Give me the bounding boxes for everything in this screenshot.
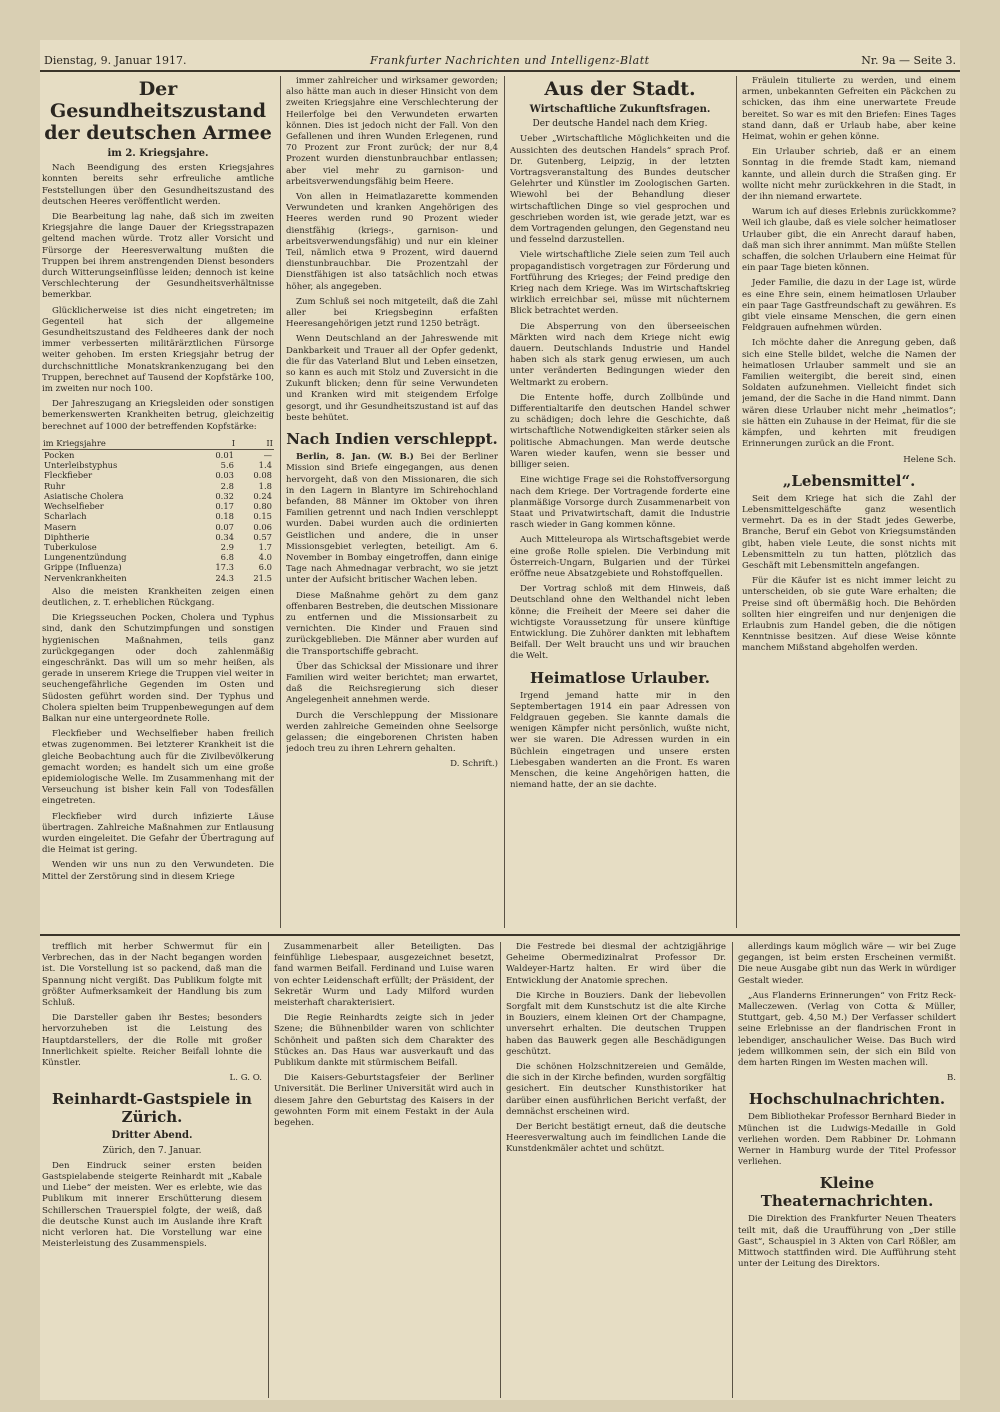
column-7 xyxy=(506,942,726,1398)
column-rule xyxy=(500,942,501,1398)
paragraph: Ueber „Wirtschaftliche Möglichkeiten und die Aussichten des deutschen Handels“ sprach Prof. Dr. Gutenberg, Leipzig, in der letzten Vortragsveranstaltung des Bundes deutscher Gelehrter und Künstler im Zoologischen Garten. Wiewohl bei der Behandlung dieser wirtschaftlichen Dinge so viel gesprochen und geschrieben worden ist, wie gerade jetzt, war es dem Vortragenden gelungen, den Gegenstand neu und fesselnd darzustellen. xyxy=(510,134,730,246)
rate-cell: 1.7 xyxy=(258,541,272,552)
column-2 xyxy=(286,76,498,928)
column-3 xyxy=(510,76,730,928)
rate-cell: 6.8 xyxy=(220,552,234,563)
table-row xyxy=(42,460,274,470)
rate-cell: 2.9 xyxy=(220,541,234,552)
disease-name-cell: Wechselfieber xyxy=(44,501,104,512)
table-row xyxy=(42,481,274,491)
column-6 xyxy=(274,942,494,1398)
page-number: Nr. 9a — Seite 3. xyxy=(861,54,956,67)
disease-name-cell: Ruhr xyxy=(44,480,66,491)
table-row xyxy=(42,501,274,511)
column-1 xyxy=(42,76,274,928)
rate-cell: 0.17 xyxy=(215,501,234,512)
newspaper-page xyxy=(40,40,960,1400)
rate-cell: 0.01 xyxy=(215,450,234,461)
rate-cell: 5.6 xyxy=(220,460,234,471)
paragraph: Zum Schluß sei noch mitgeteilt, daß die Zahl aller bei Kriegsbeginn erfaßten Heeresangehörigen jetzt rund 1250 beträgt. xyxy=(286,296,498,330)
rate-cell: 0.06 xyxy=(253,521,272,532)
paragraph-text: Bei der Berliner Mission sind Briefe eingegangen, aus denen hervorgeht, daß von den Missionaren, die sich in den Lagern in Blantyre im Schirehochland befanden, 88 Männer im Oktober von ihren Familien getrennt und nach Indien verschleppt wurden. Dabei wurden auch die ordinierten Geistlichen und andere, die in unser Missionsgebiet verlegten, beteiligt. Am 6. November in Bombay eingetroffen, dann einige Tage nach Ahmednagar verbracht, wo sie jetzt unter der Aufsicht britischer Wachen leben. xyxy=(286,452,498,586)
paragraph: Die Bearbeitung lag nahe, daß sich im zweiten Kriegsjahre die lange Dauer der Kriegsstrapazen geltend machen würde. Trotz aller Vorsicht und Fürsorge der Heeresverwaltung mußten die Truppen bei ihrem anstrengenden Dienst besonders durch Witterungseinflüsse leiden; dennoch ist keine Verschlechterung der Gesundheitsverhältnisse bemerkbar. xyxy=(42,212,274,301)
table-row xyxy=(42,532,274,542)
signature: Helene Sch. xyxy=(903,454,956,465)
article-title: Nach Indien verschleppt. xyxy=(286,430,498,449)
column-rule xyxy=(268,942,269,1398)
paragraph: Die Entente hoffe, durch Zollbünde und Differentialtarife den deutschen Handel schwer zu schädigen; doch lehre die Geschichte, daß wirtschaftliche Notwendigkeiten stärker seien als politische Abmachungen. Man werde deutsche Waren wieder kaufen, wenn sie besser und billiger seien. xyxy=(510,392,730,471)
disease-name-cell: Lungenentzündung xyxy=(44,552,127,563)
page-header xyxy=(40,40,960,72)
rate-cell: 0.34 xyxy=(215,531,234,542)
disease-table xyxy=(42,437,274,583)
rate-cell: 17.3 xyxy=(215,562,234,573)
article-title: Kleine Theaternachrichten. xyxy=(760,1174,934,1211)
column-rule xyxy=(736,76,737,928)
rate-cell: 0.07 xyxy=(215,521,234,532)
paragraph: Wenden wir uns nun zu den Verwundeten. Die Mittel der Zerstörung sind in diesem Kriege xyxy=(42,860,274,882)
table-row xyxy=(42,470,274,480)
paragraph: trefflich mit herber Schwermut für ein Verbrechen, das in der Nacht begangen worden ist. Die Vorstellung ist so packend, daß man die Spannung nicht vergißt. Das Publikum folgte mit größter Aufmerksamkeit der Handlung bis zum Schluß. xyxy=(42,942,262,1009)
rate-cell: 4.0 xyxy=(258,552,272,563)
paragraph: Fräulein titulierte zu werden, und einem armen, unbekannten Gefreiten ein Päckchen zu schicken, das ihm eine unerwartete Freude bereitet. So war es mit den Briefen: Eines Tages stand dann, daß er Urlaub habe, aber keine Heimat, wohin er gehen könne. xyxy=(742,76,956,143)
column-rule xyxy=(280,76,281,928)
paragraph: Auch Mitteleuropa als Wirtschaftsgebiet werde eine große Rolle spielen. Die Verbindung mit Österreich-Ungarn, Bulgarien und der Türkei eröffne neue Absatzgebiete und Rohstoffquellen. xyxy=(510,535,730,579)
column-4 xyxy=(742,76,956,928)
disease-name-cell: Unterleibstyphus xyxy=(44,460,118,471)
paragraph: Ein Urlauber schrieb, daß er an einem Sonntag in die fremde Stadt kam, niemand kannte, und allein durch die Straßen ging. Er wollte nicht mehr zurückkehren in die Stadt, in der ihn niemand erwartete. xyxy=(742,147,956,203)
article-subtitle: im 2. Kriegsjahre. xyxy=(107,148,209,159)
paragraph: Viele wirtschaftliche Ziele seien zum Teil auch propagandistisch vorgetragen zur Förderung und Fortführung des Krieges; der Feind predige den Krieg nach dem Kriege. Was im Wirtschaftskrieg wirklich erreichbar sei, müsse mit nüchternem Blick betrachtet werden. xyxy=(510,250,730,317)
paragraph: Über das Schicksal der Missionare und ihrer Familien wird weiter berichtet; man erwartet, daß die Reichsregierung sich dieser Angelegenheit annehmen werde. xyxy=(286,661,498,706)
rate-cell: 24.3 xyxy=(215,572,234,583)
rate-cell: 2.8 xyxy=(220,480,234,491)
section-title: Aus der Stadt. xyxy=(544,78,696,100)
paragraph: Wenn Deutschland an der Jahreswende mit Dankbarkeit und Trauer all der Opfer gedenkt, die für das Vaterland Blut und Leben einsetzen, so kann es auch mit Stolz und Zuversicht in die Zukunft blicken; denn für seine Verwundeten und Kranken wird mit steigendem Erfolge gesorgt, und ihr Gesundheitszustand ist auf das beste behütet. xyxy=(286,334,498,423)
signature: B. xyxy=(946,1073,956,1084)
table-header-cell: II xyxy=(236,437,274,450)
paragraph: Eine wichtige Frage sei die Rohstoffversorgung nach dem Kriege. Der Vortragende forderte eine planmäßige Vorsorge durch Zusammenarbeit von Staat und Privatwirtschaft, damit die Industrie rasch wieder in Gang kommen könne. xyxy=(510,475,730,531)
rate-cell: 0.15 xyxy=(253,511,272,522)
paragraph: Ich möchte daher die Anregung geben, daß sich eine Stelle bildet, welche die Namen der heimatlosen Urlauber sammelt und sie an Familien weitergibt, die bereit sind, einen Soldaten aufzunehmen. Vielleicht findet sich jemand, der die Sache in die Hand nimmt. Dann wären diese Urlauber nicht mehr „heimatlos“; sie hätten ein Zuhause in der Heimat, für die sie kämpfen, und kehrten mit freudigen Erinnerungen zurück an die Front. xyxy=(742,338,956,450)
paragraph: Dem Bibliothekar Professor Bernhard Bieder in München ist die Ludwigs-Medaille in Gold verliehen worden. Dem Rabbiner Dr. Lohmann Werner in Hamburg wurde der Titel Professor verliehen. xyxy=(738,1112,956,1168)
issue-date: Dienstag, 9. Januar 1917. xyxy=(44,54,187,67)
paragraph: Also die meisten Krankheiten zeigen einen deutlichen, z. T. erheblichen Rückgang. xyxy=(42,586,274,608)
paragraph: Seit dem Kriege hat sich die Zahl der Lebensmittelgeschäfte ganz wesentlich vermehrt. Da es in der Stadt jedes Gewerbe, Branche, Beruf ein Gebot von Kriegsumständen gibt, haben viele Leute, die sonst nichts mit Lebensmitteln zu tun hatten, plötzlich das Geschäft mit Lebensmitteln angefangen. xyxy=(742,493,956,571)
article-title: „Lebensmittel“. xyxy=(782,471,916,490)
masthead: Frankfurter Nachrichten und Intelligenz-Blatt xyxy=(370,54,650,67)
column-rule xyxy=(732,942,733,1398)
disease-name-cell: Tuberkulose xyxy=(44,541,97,552)
article-subtitle: Der deutsche Handel nach dem Krieg. xyxy=(532,119,708,130)
paragraph: Nach Beendigung des ersten Kriegsjahres konnten bereits sehr erfreuliche amtliche Feststellungen über den Gesundheitszustand des deutschen Heeres veröffentlicht werden. xyxy=(42,163,274,207)
article-title: Hochschulnachrichten. xyxy=(748,1090,946,1109)
paragraph: Die Kaisers-Geburtstagsfeier der Berliner Universität. Die Berliner Universität wird auch in diesem Jahre den Geburtstag des Kaisers in der gewohnten Form mit einem Festakt in der Aula begehen. xyxy=(274,1073,494,1129)
column-5 xyxy=(42,942,262,1398)
disease-name-cell: Nervenkrankheiten xyxy=(44,572,127,583)
column-8 xyxy=(738,942,956,1398)
table-row xyxy=(42,491,274,501)
rate-cell: 0.57 xyxy=(253,531,272,542)
table-row xyxy=(42,450,274,461)
paragraph: Die Kriegsseuchen Pocken, Cholera und Typhus sind, dank den Schutzimpfungen und sonstigen hygienischen Maßnahmen, teils ganz zurückgegangen oder doch zahlenmäßig eingeschränkt. Das will um so mehr heißen, als gerade in unserem Kriege die Truppen viel weiter in seuchengefährliche Gegenden im Osten und Südosten geführt worden sind. Der Typhus und Cholera spielten beim Truppenbewegungen auf dem Balkan nur eine untergeordnete Rolle. xyxy=(42,613,274,724)
paragraph: Die Festrede bei diesmal der achtzigjährige Geheime Obermedizinalrat Professor Dr. Waldeyer-Hartz halten. Er wird über die Entwicklung der Anatomie sprechen. xyxy=(506,942,726,986)
signature: D. Schrift.) xyxy=(450,759,498,770)
paragraph: Glücklicherweise ist dies nicht eingetreten; im Gegenteil hat sich der allgemeine Gesundheitszustand des Feldheeres dank der noch immer verbesserten militärärztlichen Fürsorge weiter gehoben. Im ersten Kriegsjahr betrug der durchschnittliche Monatskrankenzugang bei den Truppen, berechnet auf Tausend der Kopfstärke 100, im zweiten nur noch 100. xyxy=(42,305,274,395)
section-divider xyxy=(40,934,960,936)
paragraph: Die Kirche in Bouziers. Dank der liebevollen Sorgfalt mit dem Kunstschutz ist die alte Kirche in Bouziers, einem kleinen Ort der Champagne, unversehrt erhalten. Die deutschen Truppen haben das Bauwerk gegen alle Beschädigungen geschützt. xyxy=(506,990,726,1057)
rate-cell: 0.32 xyxy=(215,490,234,501)
disease-name-cell: Scharlach xyxy=(44,511,87,522)
disease-name-cell: Asiatische Cholera xyxy=(44,490,124,501)
dateline: Berlin, 8. Jan. (W. B.) xyxy=(296,452,414,463)
table-row xyxy=(42,573,274,583)
table-row xyxy=(42,511,274,521)
disease-name-cell: Grippe (Influenza) xyxy=(44,562,122,573)
column-rule xyxy=(504,76,505,928)
article-title: Heimatlose Urlauber. xyxy=(530,668,710,687)
paragraph: Der Vortrag schloß mit dem Hinweis, daß Deutschland ohne den Welthandel nicht leben könne; die Freiheit der Meere sei daher die wichtigste Voraussetzung für unsere künftige Entwicklung. Die Zuhörer dankten mit lebhaftem Beifall. Der Welt braucht uns und wir brauchen die Welt. xyxy=(510,584,730,662)
rate-cell: 0.24 xyxy=(253,490,272,501)
table-row xyxy=(42,562,274,572)
disease-name-cell: Diphtherie xyxy=(44,531,90,542)
rate-cell: 6.0 xyxy=(258,562,272,573)
rate-cell: 0.18 xyxy=(215,511,234,522)
signature: L. G. O. xyxy=(229,1073,262,1084)
disease-name-cell: Masern xyxy=(44,521,77,532)
paragraph: allerdings kaum möglich wäre — wir bei Zuge gegangen, ist beim ersten Erscheinen vermißt. Die neue Ausgabe gibt nun das Werk in würdiger Gestalt wieder. xyxy=(738,942,956,986)
paragraph: immer zahlreicher und wirksamer geworden; also hätte man auch in dieser Hinsicht von dem zweiten Kriegsjahre eine Verschlechterung der Heilerfolge bei den Verwundeten erwarten können. Dies ist jedoch nicht der Fall. Von den Gefallenen und ihren Wunden Erlegenen, rund 70 Prozent zur Front zurück; der nur 8,4 Prozent wurden dienstunbrauchbar entlassen; aber viel mehr zu garnison- und arbeitsverwendungsfähig beim Heere. xyxy=(286,76,498,187)
paragraph: Die Regie Reinhardts zeigte sich in jeder Szene; die Bühnenbilder waren von schlichter Schönheit und paßten sich dem Charakter des Stückes an. Das Haus war ausverkauft und das Publikum dankte mit stürmischem Beifall. xyxy=(274,1013,494,1069)
table-header-cell: I xyxy=(198,437,236,450)
rate-cell: 1.4 xyxy=(258,460,272,471)
paragraph: Von allen in Heimatlazarette kommenden Verwundeten und kranken Angehörigen des Heeres werden rund 90 Prozent wieder dienstfähig (kriegs-, garnison- und arbeitsverwendungsfähig) und nur ein kleiner Teil, nämlich etwa 9 Prozent, wird dauernd dienstunbrauchbar. Die Prozentzahl der Dienstfähigen ist also tatsächlich noch etwas höher, als angegeben. xyxy=(286,192,498,292)
paragraph: Irgend jemand hatte mir in den Septembertagen 1914 ein paar Adressen von Feldgrauen gegeben. Sie kannte damals die wenigen Kämpfer nicht persönlich, wußte nicht, wer sie waren. Die Adressen wurden in ein Büchlein eingetragen und unsere ersten Liebesgaben wanderten an die Front. Es waren Menschen, die keine Angehörigen hatten, die niemand hatte, der an sie dachte. xyxy=(510,690,730,791)
table-row xyxy=(42,522,274,532)
table-header-cell: im Kriegsjahre xyxy=(42,437,198,450)
rate-cell: 0.08 xyxy=(253,470,272,481)
article-title: Wirtschaftliche Zukunftsfragen. xyxy=(529,104,711,115)
paragraph: Die Absperrung von den überseeischen Märkten wird nach dem Kriege nicht ewig dauern. Deutschlands Industrie und Handel haben sich als stark genug erwiesen, um auch unter veränderten Bedingungen wieder den Weltmarkt zu erobern. xyxy=(510,321,730,388)
paragraph: Für die Käufer ist es nicht immer leicht zu unterscheiden, ob sie gute Ware erhalten; die Preise sind oft übermäßig hoch. Die Behörden sollten hier eingreifen und nur denjenigen die Erlaubnis zum Handel geben, die die nötigen Kenntnisse besitzen. Auf diese Weise könnte manchem Mißstand abgeholfen werden. xyxy=(742,576,956,654)
rate-cell: 0.80 xyxy=(253,501,272,512)
paragraph: Der Jahreszugang an Kriegsleiden oder sonstigen bemerkenswerten Krankheiten betrug, gleichzeitig berechnet auf 1000 der betreffenden Kopfstärke: xyxy=(42,399,274,432)
article-title: Reinhardt-Gastspiele in Zürich. xyxy=(52,1090,252,1127)
paragraph: Fleckfieber wird durch infizierte Läuse übertragen. Zahlreiche Maßnahmen zur Entlausung wurden eingeleitet. Die Gefahr der Übertragung auf die Heimat ist gering. xyxy=(42,811,274,856)
disease-name-cell: Fleckfieber xyxy=(44,470,93,481)
paragraph: Die Direktion des Frankfurter Neuen Theaters teilt mit, daß die Uraufführung von „Der stille Gast“, Schauspiel in 3 Akten von Carl Rößler, am Mittwoch stattfinden wird. Die Aufführung steht unter der Leitung des Direktors. xyxy=(738,1214,956,1270)
paragraph: Die schönen Holzschnitzereien und Gemälde, die sich in der Kirche befinden, wurden sorgfältig gesichert. Ein deutscher Kunsthistoriker hat darüber einen ausführlichen Bericht verfaßt, der demnächst erscheinen wird. xyxy=(506,1062,726,1117)
article-subtitle: Dritter Abend. xyxy=(111,1130,193,1142)
table-row xyxy=(42,542,274,552)
paragraph: Den Eindruck seiner ersten beiden Gastspielabende steigerte Reinhardt mit „Kabale und Liebe“ der meisten. Wer es erlebte, wie das Publikum mit innerer Erschütterung diesem Schillerschen Trauerspiel folgte, der weiß, daß die deutsche Kunst auch im Auslande ihre Kraft nicht verloren hat. Die Vorstellung war eine Meisterleistung des Zusammenspiels. xyxy=(42,1160,262,1250)
paragraph: Jeder Familie, die dazu in der Lage ist, würde es eine Ehre sein, einem heimatlosen Urlauber ein paar Tage Gastfreundschaft zu gewähren. Es gibt viele einsame Menschen, die gern einen Feldgrauen aufnehmen würden. xyxy=(742,278,956,334)
rate-cell: 21.5 xyxy=(253,572,272,583)
paragraph: Zusammenarbeit aller Beteiligten. Das feinfühlige Liebespaar, ausgezeichnet besetzt, fand warmen Beifall. Ferdinand und Luise waren von echter Leidenschaft erfüllt; der Präsident, der Sekretär Wurm und Lady Milford wurden meisterhaft charakterisiert. xyxy=(274,942,494,1009)
paragraph: Warum ich auf dieses Erlebnis zurückkomme? Weil ich glaube, daß es viele solcher heimatloser Urlauber gibt, die ein Anrecht darauf haben, daß man sich ihrer annimmt. Man müßte Stellen schaffen, die solchen Urlaubern eine Heimat für ein paar Tage bieten können. xyxy=(742,207,956,274)
paragraph xyxy=(286,452,498,586)
paragraph: Durch die Verschleppung der Missionare werden zahlreiche Gemeinden ohne Seelsorge gelassen; die eingeborenen Christen haben jedoch treu zu ihren Lehrern gehalten. xyxy=(286,710,498,755)
table-row xyxy=(42,552,274,562)
paragraph: Diese Maßnahme gehört zu dem ganz offenbaren Bestreben, die deutschen Missionare zu entfernen und die Missionsarbeit zu vernichten. Die Kinder und Frauen sind zurückgeblieben. Die Männer aber wurden auf die Transportschiffe gebracht. xyxy=(286,590,498,657)
paragraph: Die Darsteller gaben ihr Bestes; besonders hervorzuheben ist die Leistung des Hauptdarstellers, der die Rolle mit großer Innerlichkeit spielte. Reicher Beifall lohnte die Künstler. xyxy=(42,1013,262,1069)
disease-name-cell: Pocken xyxy=(44,450,75,461)
rate-cell: 0.03 xyxy=(215,470,234,481)
dateline: Zürich, den 7. Januar. xyxy=(102,1145,202,1156)
paragraph: Der Bericht bestätigt erneut, daß die deutsche Heeresverwaltung auch im feindlichen Lande die Kunstdenkmäler achtet und schützt. xyxy=(506,1122,726,1155)
rate-cell: — xyxy=(263,450,272,461)
rate-cell: 1.8 xyxy=(258,480,272,491)
article-title: Der Gesundheitszustand der deutschen Armee xyxy=(44,78,272,144)
paragraph: „Aus Flanderns Erinnerungen“ von Fritz Reck-Malleczewen. (Verlag von Cotta & Müller, Stuttgart, geb. 4,50 M.) Der Verfasser schildert seine Erlebnisse an der flandrischen Front in lebendiger, anschaulicher Weise. Das Buch wird jedem willkommen sein, der sich ein Bild von dem harten Ringen im Westen machen will. xyxy=(738,990,956,1069)
paragraph: Fleckfieber und Wechselfieber haben freilich etwas zugenommen. Bei letzterer Krankheit ist die gleiche Beobachtung auch für die Zivilbevölkerung gemacht worden; es handelt sich um eine große epidemiologische Welle. Im Zusammenhang mit der Verseuchung ist bisher kein Fall von Todesfällen eingetreten. xyxy=(42,729,274,807)
